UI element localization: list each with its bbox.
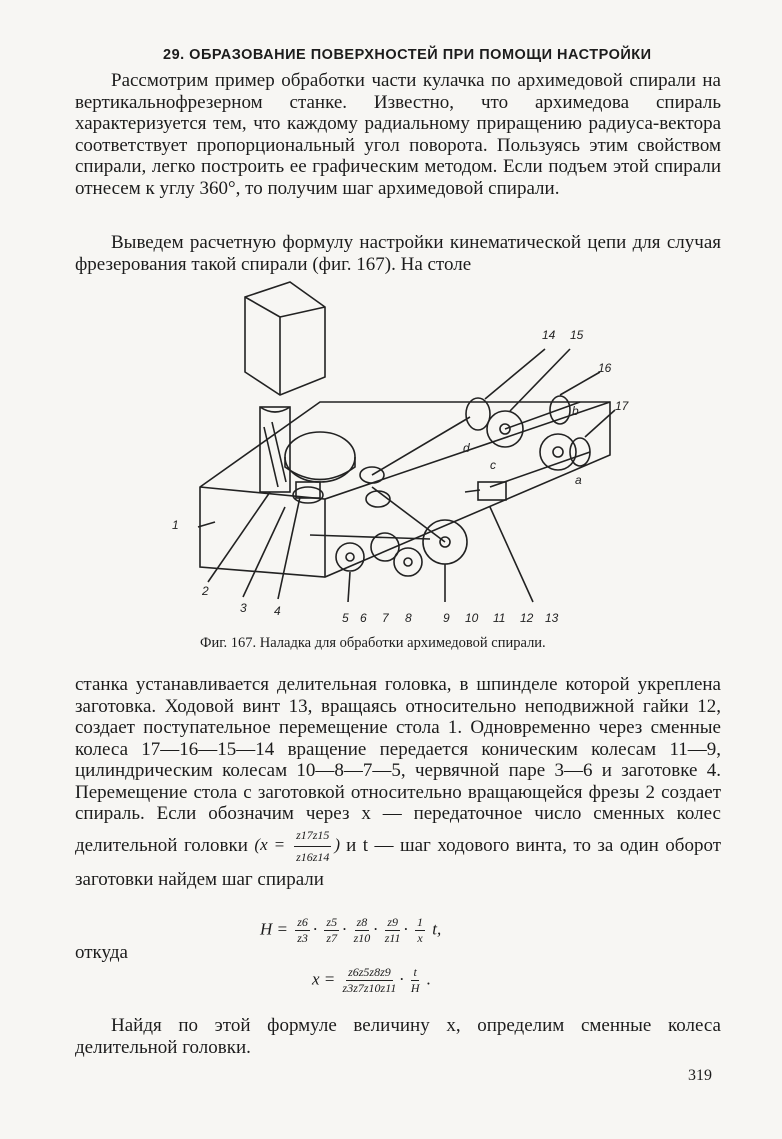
figure-label-a: a (575, 473, 582, 487)
figure-label-9: 9 (443, 611, 450, 625)
paragraph-3-text: станка устанавливается делительная головка, в шпинделе которой укреплена заготовка. Ходовой винт 13, вращаясь относительно неподвижной гайки 12, создает поступательное перемещение стола 1. Одновременно через сменные колеса 17—16—15—14 вращение передается коническим колесам 11—9, цилиндрическим колесам 10—8—7—5, червячной паре 3—6 и заготовке 4. Перемещение стола с заготовкой относительно вращающейся фрезы 2 создает спираль. Если обозначим через x — передаточное число сменных колес делительной головки (x = $\frac{z17z15}{z16z14}$ ) и t — шаг ходового винта, то за один оборот заготовки найдем шаг спирали (75, 674, 722, 890)
figure-label-7: 7 (382, 611, 389, 625)
paragraph-4 (75, 1015, 721, 1058)
paragraph-1-text: Рассмотрим пример обработки части кулачка по архимедовой спирали на вертикальнофрезерном станке. Известно, что архимедова спираль характеризуется тем, что каждому радиальному приращению радиуса-вектора соответствует пропорциональный угол поворота. Пользуясь этим свойством спирали, легко построить ее графическим методом. Если подъем этой спирали отнесем к углу 360°, то получим шаг архимедовой спирали. (75, 70, 721, 199)
figure-label-12: 12 (520, 611, 534, 625)
figure-label-5: 5 (342, 611, 349, 625)
figure-label-6: 6 (360, 611, 367, 625)
figure-label-14: 14 (542, 328, 556, 342)
section-heading: 29. ОБРАЗОВАНИЕ ПОВЕРХНОСТЕЙ ПРИ ПОМОЩИ НАСТРОЙКИ (163, 47, 652, 63)
figure-label-17: 17 (615, 399, 629, 413)
figure-label-13: 13 (545, 611, 559, 625)
figure-caption: Фиг. 167. Наладка для обработки архимедовой спирали. (200, 635, 546, 651)
figure-label-1: 1 (172, 518, 179, 532)
formula-h: H = $\frac{z6}{z3}$ · $\frac{z5}{z7}$ · $\frac{z8}{z10}$ · $\frac{z9}{z11}$ · $\frac{1}{x}$ t, (260, 915, 442, 945)
word-otkuda: откуда (75, 942, 128, 963)
inline-formula-x: (x = $\frac{z17z15}{z16z14}$ ) (254, 835, 346, 854)
formula-x: x = $\frac{z6z5z8z9}{z3z7z10z11}$ · $\frac{t}{H}$ . (312, 965, 431, 995)
figure-label-c: c (490, 458, 496, 472)
figure-label-4: 4 (274, 604, 281, 618)
paragraph-1 (75, 70, 721, 199)
figure-label-b: b (572, 404, 579, 418)
paragraph-4-text: Найдя по этой формуле величину x, определим сменные колеса делительной головки. (75, 1015, 721, 1058)
figure-label-3: 3 (240, 601, 247, 615)
paragraph-2 (75, 232, 721, 275)
figure-167-diagram (160, 277, 630, 629)
figure-label-8: 8 (405, 611, 412, 625)
figure-label-16: 16 (598, 361, 612, 375)
paragraph-3 (75, 674, 721, 890)
paragraph-2-text: Выведем расчетную формулу настройки кинематической цепи для случая фрезерования такой спирали (фиг. 167). На столе (75, 232, 721, 275)
figure-label-2: 2 (202, 584, 209, 598)
figure-label-11: 11 (493, 611, 506, 625)
figure-label-15: 15 (570, 328, 584, 342)
figure-label-d: d (463, 441, 470, 455)
page-number: 319 (688, 1067, 712, 1084)
figure-label-10: 10 (465, 611, 479, 625)
